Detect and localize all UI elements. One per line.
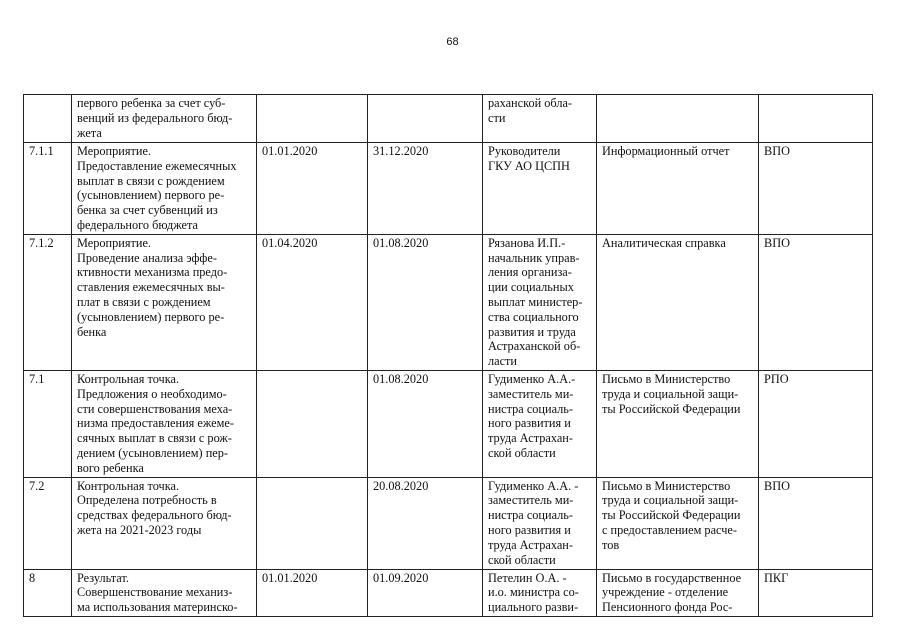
cell-level: ПКГ xyxy=(759,569,873,616)
cell-event: Мероприятие. Проведение анализа эффе- ктивности механизма предо- ставления ежемесячных вы- плат в связи с рождением (усыновлением) первого ре- бенка xyxy=(72,234,257,370)
table-row xyxy=(24,143,873,235)
cell-responsible: Руководители ГКУ АО ЦСПН xyxy=(483,143,597,235)
cell-start: 01.01.2020 xyxy=(257,143,368,235)
cell-responsible: Гудименко А.А. - заместитель ми- нистра социаль- ного развития и труда Астрахан- ской области xyxy=(483,477,597,569)
cell-start xyxy=(257,95,368,143)
cell-end: 01.09.2020 xyxy=(368,569,483,616)
cell-result-type: Письмо в Министерство труда и социальной защи- ты Российской Федерации с предоставлением расче- тов xyxy=(597,477,759,569)
cell-event: Контрольная точка. Определена потребность в средствах федерального бюд- жета на 2021-2023 годы xyxy=(72,477,257,569)
cell-end: 01.08.2020 xyxy=(368,234,483,370)
cell-event: Результат. Совершенствование механиз- ма использования материнско- xyxy=(72,569,257,616)
cell-num: 8 xyxy=(24,569,72,616)
table-row xyxy=(24,569,873,616)
table-row xyxy=(24,95,873,143)
cell-level xyxy=(759,95,873,143)
cell-num xyxy=(24,95,72,143)
cell-end: 31.12.2020 xyxy=(368,143,483,235)
table-row xyxy=(24,477,873,569)
page-number: 68 xyxy=(446,36,459,48)
plan-table xyxy=(23,94,873,617)
cell-result-type: Аналитическая справка xyxy=(597,234,759,370)
cell-num: 7.1 xyxy=(24,370,72,477)
cell-num: 7.2 xyxy=(24,477,72,569)
cell-start: 01.04.2020 xyxy=(257,234,368,370)
table-row xyxy=(24,370,873,477)
cell-end: 20.08.2020 xyxy=(368,477,483,569)
cell-level: ВПО xyxy=(759,234,873,370)
cell-event: первого ребенка за счет суб- венций из федерального бюд- жета xyxy=(72,95,257,143)
cell-event: Мероприятие. Предоставление ежемесячных выплат в связи с рождением (усыновлением) первого ре- бенка за счет субвенций из федерального бюджета xyxy=(72,143,257,235)
cell-responsible: Рязанова И.П.- начальник управ- ления организа- ции социальных выплат министер- ства социального развития и труда Астраханской об- ласти xyxy=(483,234,597,370)
cell-responsible: Петелин О.А. - и.о. министра со- циального разви- xyxy=(483,569,597,616)
cell-start xyxy=(257,370,368,477)
cell-event: Контрольная точка. Предложения о необходимо- сти совершенствования меха- низма предоставления ежеме- сячных выплат в связи с рож- дением (усыновлением) пер- вого ребенка xyxy=(72,370,257,477)
cell-result-type: Письмо в Министерство труда и социальной защи- ты Российской Федерации xyxy=(597,370,759,477)
cell-level: ВПО xyxy=(759,477,873,569)
cell-end: 01.08.2020 xyxy=(368,370,483,477)
cell-level: РПО xyxy=(759,370,873,477)
cell-end xyxy=(368,95,483,143)
cell-num: 7.1.1 xyxy=(24,143,72,235)
cell-responsible: Гудименко А.А.- заместитель ми- нистра социаль- ного развития и труда Астрахан- ской области xyxy=(483,370,597,477)
cell-result-type: Письмо в государственное учреждение - отделение Пенсионного фонда Рос- xyxy=(597,569,759,616)
cell-responsible: раханской обла- сти xyxy=(483,95,597,143)
table-row xyxy=(24,234,873,370)
cell-num: 7.1.2 xyxy=(24,234,72,370)
cell-level: ВПО xyxy=(759,143,873,235)
cell-start xyxy=(257,477,368,569)
cell-result-type: Информационный отчет xyxy=(597,143,759,235)
cell-start: 01.01.2020 xyxy=(257,569,368,616)
cell-result-type xyxy=(597,95,759,143)
